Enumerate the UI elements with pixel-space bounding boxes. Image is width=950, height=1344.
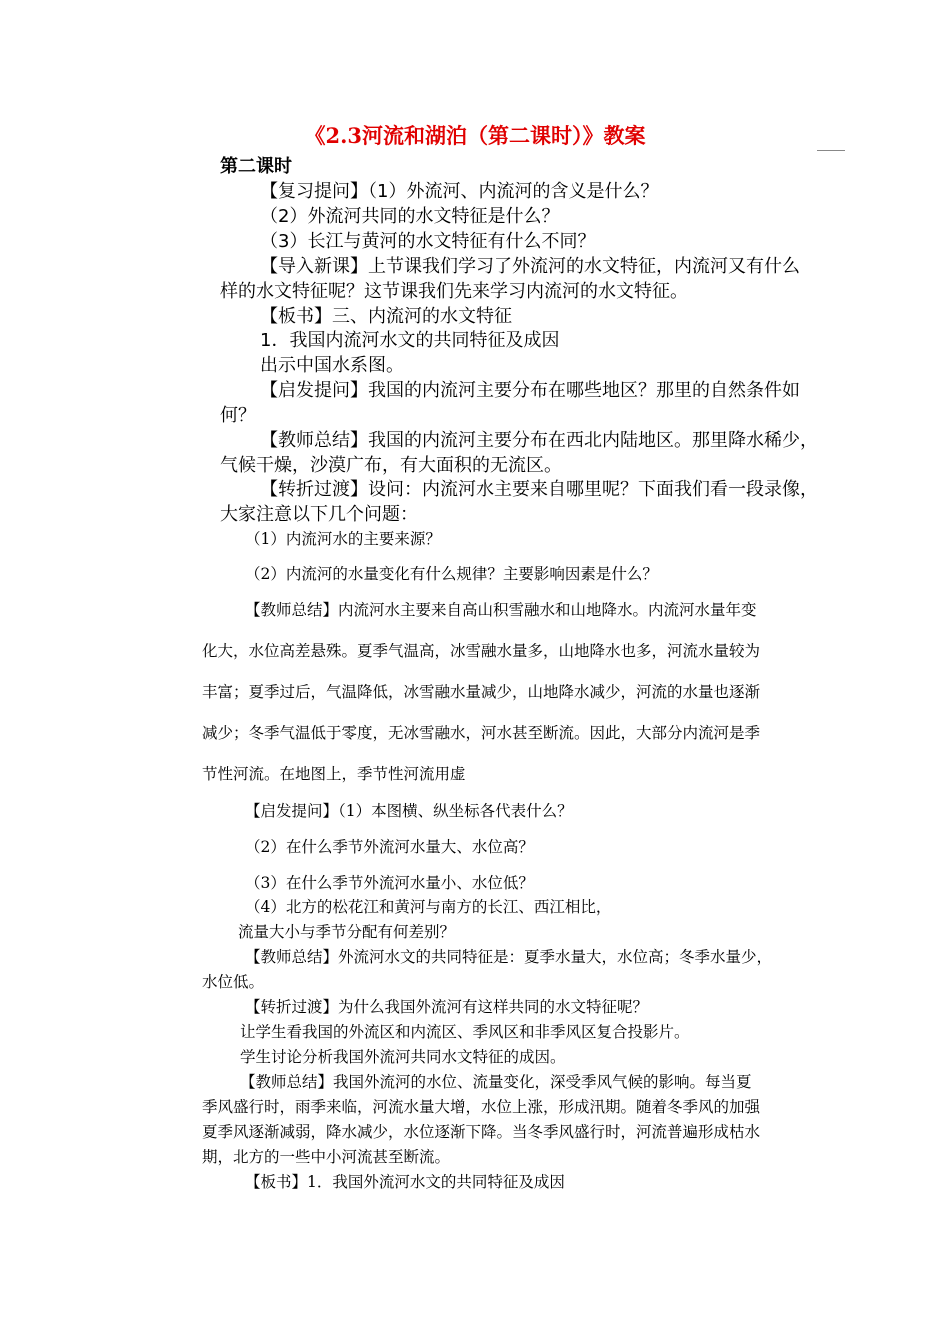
text-line: 1．我国内流河水文的共同特征及成因 bbox=[260, 330, 560, 351]
text-line: 【板书】1．我国外流河水文的共同特征及成因 bbox=[245, 1173, 565, 1191]
text-line: 水位低。 bbox=[202, 973, 265, 991]
text-line: 季风盛行时，雨季来临，河流水量大增，水位上涨，形成汛期。随着冬季风的加强 bbox=[202, 1098, 761, 1116]
text-line: 【教师总结】外流河水文的共同特征是：夏季水量大，水位高；冬季水量少， bbox=[245, 948, 773, 966]
text-line: 【教师总结】我国外流河的水位、流量变化，深受季风气候的影响。每当夏 bbox=[240, 1073, 752, 1091]
text-line: （3）在什么季节外流河水量小、水位低？ bbox=[245, 874, 534, 892]
text-line: 【复习提问】（1）外流河、内流河的含义是什么？ bbox=[260, 181, 659, 202]
text-line: 气候干燥，沙漠广布，有大面积的无流区。 bbox=[220, 455, 562, 476]
text-line: （4）北方的松花江和黄河与南方的长江、西江相比， bbox=[245, 898, 612, 916]
corner-mark bbox=[817, 150, 845, 151]
text-line: 减少；冬季气温低于零度，无冰雪融水，河水甚至断流。因此，大部分内流河是季 bbox=[202, 724, 761, 742]
section-heading: 第二课时 bbox=[220, 156, 292, 177]
text-line: 化大，水位高差悬殊。夏季气温高，冰雪融水量多，山地降水也多，河流水量较为 bbox=[202, 642, 761, 660]
text-line: 让学生看我国的外流区和内流区、季风区和非季风区复合投影片。 bbox=[240, 1023, 690, 1041]
text-line: 丰富；夏季过后，气温降低，冰雪融水量减少，山地降水减少，河流的水量也逐渐 bbox=[202, 683, 761, 701]
text-line: 样的水文特征呢？这节课我们先来学习内流河的水文特征。 bbox=[220, 281, 688, 302]
text-line: （2）外流河共同的水文特征是什么？ bbox=[260, 206, 560, 227]
text-line: （2）内流河的水量变化有什么规律？主要影响因素是什么？ bbox=[245, 565, 658, 583]
text-line: 流量大小与季节分配有何差别？ bbox=[238, 923, 456, 941]
text-line: 何？ bbox=[220, 405, 256, 426]
text-line: 【教师总结】我国的内流河主要分布在西北内陆地区。那里降水稀少， bbox=[260, 430, 818, 451]
text-line: 大家注意以下几个问题： bbox=[220, 504, 418, 525]
text-line: 【启发提问】我国的内流河主要分布在哪些地区？那里的自然条件如 bbox=[260, 380, 800, 401]
text-line: 夏季风逐渐减弱，降水减少，水位逐渐下降。当冬季风盛行时，河流普遍形成枯水 bbox=[202, 1123, 761, 1141]
text-line: （2）在什么季节外流河水量大、水位高？ bbox=[245, 838, 534, 856]
text-line: 【转折过渡】设问：内流河水主要来自哪里呢？下面我们看一段录像， bbox=[260, 479, 818, 500]
text-line: 期，北方的一些中小河流甚至断流。 bbox=[202, 1148, 451, 1166]
text-line: 【启发提问】（1）本图横、纵坐标各代表什么？ bbox=[245, 802, 573, 820]
text-line: 节性河流。在地图上，季节性河流用虚 bbox=[202, 765, 466, 783]
text-line: 【板书】三、内流河的水文特征 bbox=[260, 306, 512, 327]
text-line: （3）长江与黄河的水文特征有什么不同？ bbox=[260, 231, 596, 252]
document-title: 《2.3河流和湖泊（第二课时）》教案 bbox=[304, 123, 646, 148]
text-line: 【导入新课】上节课我们学习了外流河的水文特征，内流河又有什么 bbox=[260, 256, 800, 277]
text-line: 【转折过渡】为什么我国外流河有这样共同的水文特征呢？ bbox=[245, 998, 649, 1016]
text-line: 学生讨论分析我国外流河共同水文特征的成因。 bbox=[240, 1048, 566, 1066]
text-line: （1）内流河水的主要来源？ bbox=[245, 530, 441, 548]
text-line: 【教师总结】内流河水主要来自高山积雪融水和山地降水。内流河水量年变 bbox=[245, 601, 757, 619]
text-line: 出示中国水系图。 bbox=[260, 355, 404, 376]
